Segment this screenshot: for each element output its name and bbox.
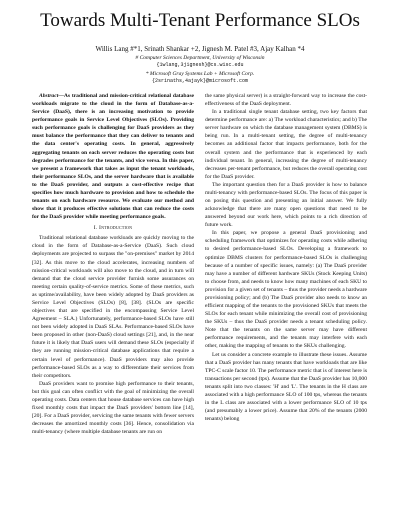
author-list: Willis Lang #*1, Srinath Shankar +2, Jignesh M. Patel #3, Ajay Kalhan *4	[95, 45, 305, 53]
intro-paragraph-6: Let us consider a concrete example to illustrate these issues. Assume that a DaaS provider has many tenants that have workloads that are like TPC-C scale factor 10. The performance metric that is of interest here is transactions per second (tps). Assume that the DaaS provider has 10,000 tenants split into two classes: 'H' and 'L'. The tenants in the H class are associated with a high performance SLO of 100 tps, whereas the tenants in the L class are associated with a lower performance SLO of 10 tps (and presumably a lower price). Assume that 20% of the tenants (2000 tenants) belong	[205, 351, 367, 423]
intro-paragraph-4: The important question then for a DaaS provider is how to balance multi-tenancy with performance-based SLOs. The focus of this paper is on posing this question and presenting an initial answer. We fully acknowledge that there are many open questions that need to be answered beyond our work here, which points to a rich direction of future work.	[205, 181, 367, 229]
abstract	[32, 92, 194, 221]
affiliation-2-email: {2srinaths,4ajayk}@microsoft.com	[151, 78, 248, 84]
abstract-text: —As traditional and mission-critical relational database workloads migrate to the cloud in the form of Database-as-a-Service (DaaS), there is an increasing motivation to provide performance goals in Service Level Objectives (SLOs). Providing such performance goals is challenging for DaaS providers as they must balance the performance that they can deliver to tenants and the data center's operating costs. In general, aggressively aggregating tenants on each server reduces the operating costs but degrades performance for the tenants, and vice versa. In this paper, we present a framework that takes as input the tenant workloads, their performance SLOs, and the server hardware that is available to the DaaS provider, and outputs a cost-effective recipe that specifies how much hardware to provision and how to schedule the tenants on each hardware resource. We evaluate our method and show that it produces effective solutions that can reduce the costs for the DaaS provider while meeting performance goals.	[32, 93, 194, 221]
intro-paragraph-2: DaaS providers want to promise high performance to their tenants, but this goal can often conflict with the goal of minimizing the overall operating costs. Data centers that house database services can have high fixed monthly costs that impact the DaaS providers' bottom line [14], [20]. For a DaaS provider, servicing the same tenants with fewer servers decreases the amortized monthly costs [36]. Hence, consolidation via multi-tenancy (where multiple database tenants are run on	[32, 380, 194, 436]
intro-paragraph-3: In a traditional single tenant database setting, two key factors that determine performance are: a) The workload characteristics; and b) The server hardware on which the database management system (DBMS) is being run. In a multi-tenant setting, the degree of multi-tenancy becomes an additional factor that impacts performance, both for the overall system and the performance that is experienced by each individual tenant. In general, increasing the degree of multi-tenancy decreases per-tenant performance, but reduces the overall operating cost for the DaaS provider.	[205, 109, 367, 180]
paper-title: Towards Multi-Tenant Performance SLOs	[40, 10, 360, 31]
right-column	[205, 92, 367, 423]
intro-paragraph-2-continued: the same physical server) is a straight-forward way to increase the cost-effectiveness of the DaaS deployment.	[205, 93, 367, 108]
left-column	[32, 92, 194, 436]
affiliation-1-email: {1wlang,3jignesh}@cs.wisc.edu	[156, 62, 244, 68]
intro-paragraph-5: In this paper, we propose a general DaaS provisioning and scheduling framework that optimizes for operating costs while adhering to desired performance-based SLOs. Developing a framework to optimize DBMS clusters for performance-based SLOs is challenging because of a number of specific issues, namely: (a) The DaaS provider may have a number of different hardware SKUs (Stock Keeping Units) to choose from, and needs to know how many machines of each SKU to provision for a given set of tenants – thus the provider needs a hardware provisioning policy; and (b) The DaaS provider also needs to know an efficient mapping of the tenants to the provisioned SKUs that meets the SLOs for each tenant while minimizing the overall cost of provisioning the SKUs – thus the DaaS provider needs a tenant scheduling policy. Note that the tenants on the same server may have different performance requirements, and the tenants may interfere with each other, making the mapping of tenants to the SKUs challenging.	[205, 230, 367, 350]
intro-paragraph-1: Traditional relational database workloads are quickly moving to the cloud in the form of Database-as-a-Service (DaaS). Such cloud deployments are projected to surpass the "on-premises" market by 2014 [32]. As this move to the cloud accelerates, increasing numbers of mission-critical workloads will also move to the cloud, and in turn will demand that the cloud service provider furnish some assurances on meeting certain quality-of-service metrics. Some of these metrics, such as uptime/availability, have been widely adopted by DaaS providers as Service Level Objectives (SLOs) [8], [38]. (SLOs are specific objectives that are specified in the encompassing Service Level Agreement – SLA.) Unfortunately, performance-based SLOs have still not been widely adopted in DaaS SLAs. Performance-based SLOs have been proposed in other (non-DaaS) cloud settings [21], and, in the near future it is likely that DaaS users will demand these SLOs (especially if they are running mission-critical database applications that require a certain level of performance). DaaS providers may also provide performance-based SLOs as a way to differentiate their services from their competitors.	[32, 235, 194, 379]
section-heading: I. Introduction	[93, 225, 133, 232]
abstract-label: Abstract	[39, 93, 59, 99]
affiliation-2: * Microsoft Gray Systems Lab + Microsoft Corp.	[145, 71, 255, 77]
affiliation-1: # Computer Sciences Department, University of Wisconsin	[135, 55, 265, 61]
